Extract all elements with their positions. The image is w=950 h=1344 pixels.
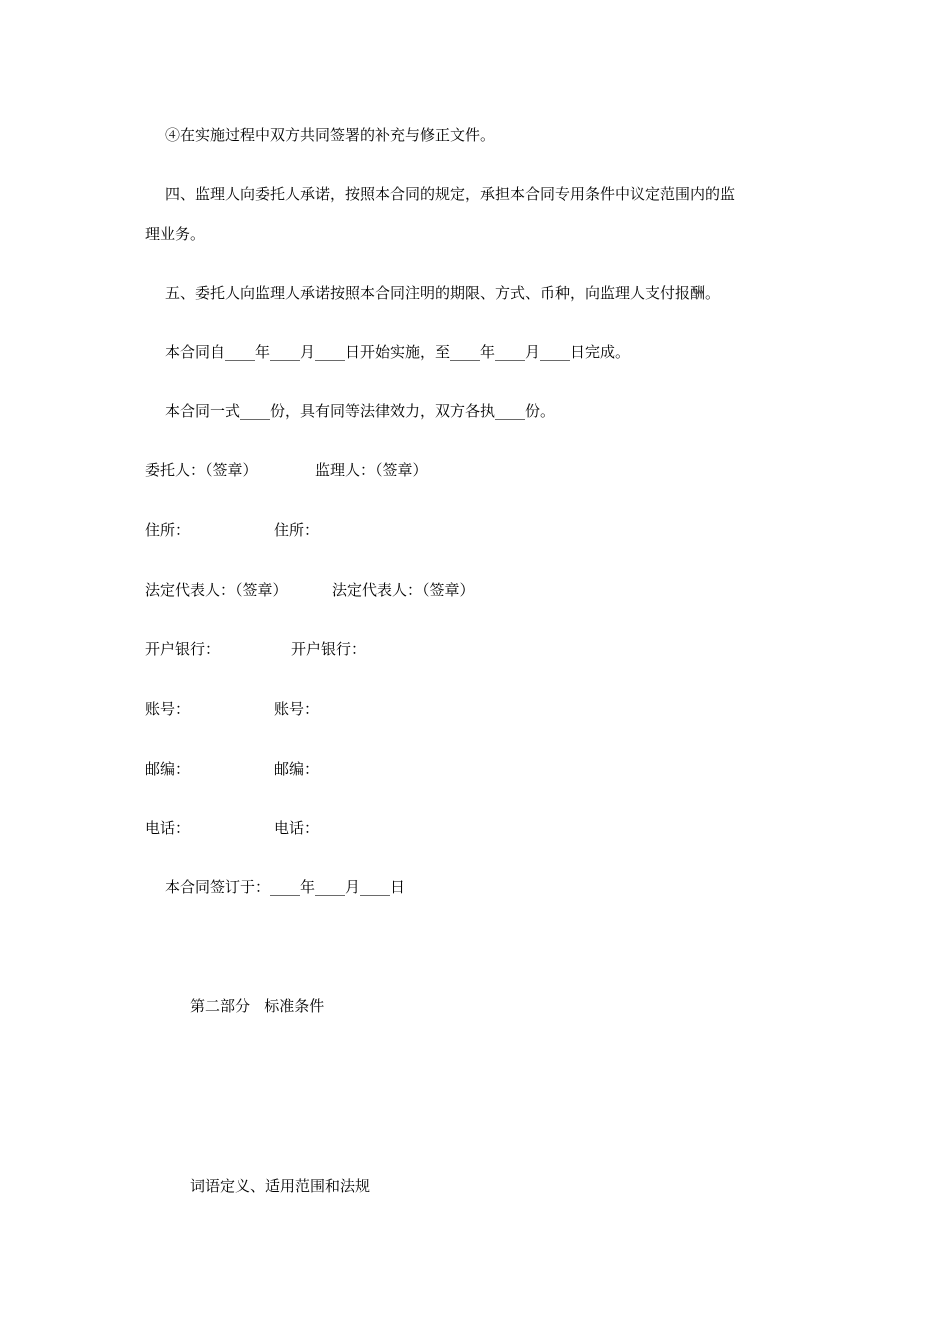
principal-seal-label: 委托人：（签章） <box>145 461 258 479</box>
signature-row-address <box>145 520 320 540</box>
phone-label-left: 电话： <box>145 819 191 837</box>
postcode-label-left: 邮编： <box>145 760 191 778</box>
signature-row-parties <box>145 460 428 480</box>
signature-row-phone <box>145 818 320 838</box>
legal-rep-label-left: 法定代表人：（签章） <box>145 581 288 599</box>
paragraph-contract-period: 本合同自____年____月____日开始实施，至____年____月____日完成。 <box>165 343 631 361</box>
paragraph-supervisor-promise-line2: 理业务。 <box>145 225 206 243</box>
postcode-label-right: 邮编： <box>274 760 320 778</box>
phone-label-right: 电话： <box>274 819 320 837</box>
bank-label-left: 开户银行： <box>145 640 221 658</box>
section-title: 第二部分 标准条件 <box>190 997 325 1015</box>
account-label-left: 账号： <box>145 700 191 718</box>
paragraph-supplement-documents: ④在实施过程中双方共同签署的补充与修正文件。 <box>165 126 496 144</box>
paragraph-principal-promise: 五、委托人向监理人承诺按照本合同注明的期限、方式、币种，向监理人支付报酬。 <box>165 284 721 302</box>
signature-row-postcode <box>145 759 320 779</box>
paragraph-supervisor-promise-line1: 四、监理人向委托人承诺，按照本合同的规定，承担本合同专用条件中议定范围内的监 <box>165 185 736 203</box>
address-label-right: 住所： <box>274 521 320 539</box>
legal-rep-label-right: 法定代表人：（签章） <box>332 581 475 599</box>
signature-row-legal-representative <box>145 580 475 600</box>
signed-date-line: 本合同签订于：____年____月____日 <box>165 878 406 896</box>
bank-label-right: 开户银行： <box>291 640 367 658</box>
signature-row-account <box>145 699 320 719</box>
subsection-title: 词语定义、适用范围和法规 <box>190 1177 371 1195</box>
signature-row-bank <box>145 639 367 659</box>
paragraph-contract-copies: 本合同一式____份，具有同等法律效力，双方各执____份。 <box>165 402 556 420</box>
account-label-right: 账号： <box>274 700 320 718</box>
address-label-left: 住所： <box>145 521 191 539</box>
supervisor-seal-label: 监理人：（签章） <box>315 461 428 479</box>
